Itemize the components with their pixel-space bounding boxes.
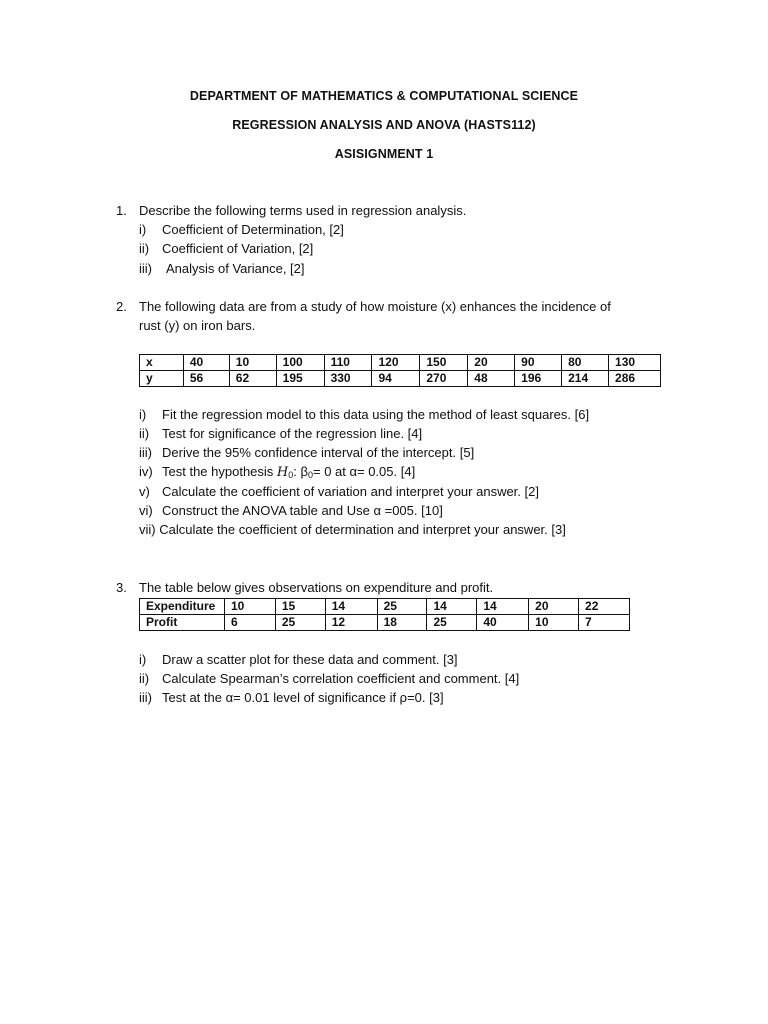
table-row (140, 599, 630, 615)
table-cell: 120 (372, 355, 420, 371)
q3-item-text: Draw a scatter plot for these data and comment. [3] (162, 652, 458, 667)
table-cell: 25 (275, 615, 325, 631)
table-cell: 6 (224, 615, 275, 631)
table-cell: 100 (276, 355, 324, 371)
table-cell: 56 (183, 371, 229, 387)
q2-item-text: Calculate the coefficient of determination and interpret your answer. [3] (159, 522, 566, 537)
q2-item-roman: v) (139, 484, 150, 499)
table-cell: 12 (325, 615, 377, 631)
table-cell: 18 (377, 615, 427, 631)
q2-item (139, 426, 422, 441)
q2-item (139, 445, 474, 460)
table-cell: Expenditure (140, 599, 225, 615)
table-row (140, 615, 630, 631)
hypothesis-subscript: 0 (288, 470, 294, 480)
q3-number: 3. (116, 580, 127, 595)
q2-item-roman: ii) (139, 426, 150, 441)
q3-item (139, 690, 444, 705)
q2-item (139, 407, 589, 422)
table-cell: 15 (275, 599, 325, 615)
table-cell: 195 (276, 371, 324, 387)
table-cell: 40 (183, 355, 229, 371)
q1-item-roman: i) (139, 222, 147, 237)
moisture-rust-table (139, 354, 661, 387)
beta-subscript: 0 (307, 470, 313, 480)
table-cell: 130 (609, 355, 661, 371)
q2-item-roman: vii) (139, 522, 156, 537)
q2-item (139, 522, 566, 537)
q2-item (139, 484, 539, 499)
q1-item-roman: ii) (139, 241, 150, 256)
table-cell: 22 (579, 599, 630, 615)
table-cell: 14 (325, 599, 377, 615)
table-cell: 330 (324, 371, 372, 387)
q2-item (139, 503, 443, 518)
q1-item-text: Analysis of Variance, [2] (166, 261, 305, 276)
q3-item-roman: iii) (139, 690, 152, 705)
q1-item (139, 261, 305, 276)
q1-item-text: Coefficient of Determination, [2] (162, 222, 344, 237)
table-cell: 10 (229, 355, 276, 371)
q2-item-text: Fit the regression model to this data using the method of least squares. [6] (162, 407, 590, 422)
table-cell: 20 (468, 355, 515, 371)
q2-item-roman: iii) (139, 445, 152, 460)
q1-item-text: Coefficient of Variation, [2] (162, 241, 314, 256)
q2-item-text: Calculate the coefficient of variation and interpret your answer. [2] (162, 484, 539, 499)
q3-item-roman: i) (139, 652, 147, 667)
q3-item-text: Test at the α= 0.01 level of significance if ρ=0. [3] (162, 690, 444, 705)
table-cell: 10 (529, 615, 579, 631)
table-cell: 25 (427, 615, 477, 631)
table-cell: 25 (377, 599, 427, 615)
course-heading: REGRESSION ANALYSIS AND ANOVA (HASTS112) (232, 118, 536, 132)
table-cell: 14 (427, 599, 477, 615)
table-cell: 94 (372, 371, 420, 387)
hypothesis-pre: Test the hypothesis (162, 464, 277, 479)
q3-item (139, 671, 519, 686)
hypothesis-symbol: H (276, 465, 289, 480)
table-cell: 150 (420, 355, 468, 371)
q2-item (139, 464, 415, 480)
q1-item (139, 222, 344, 237)
q2-text-line1: The following data are from a study of how moisture (x) enhances the incidence of (139, 299, 611, 314)
q3-item (139, 652, 458, 667)
table-cell: 7 (579, 615, 630, 631)
table-cell: 110 (324, 355, 372, 371)
q2-text-line2: rust (y) on iron bars. (139, 318, 256, 333)
department-heading: DEPARTMENT OF MATHEMATICS & COMPUTATIONAL SCIENCE (189, 89, 579, 103)
table-cell: 270 (420, 371, 468, 387)
table-cell: 40 (477, 615, 529, 631)
table-cell: 90 (515, 355, 562, 371)
table-row (140, 355, 661, 371)
table-cell: Profit (140, 615, 225, 631)
q2-number: 2. (116, 299, 127, 314)
q1-text: Describe the following terms used in regression analysis. (139, 203, 467, 218)
q3-item-roman: ii) (139, 671, 150, 686)
table-cell: 14 (477, 599, 529, 615)
q3-text: The table below gives observations on expenditure and profit. (139, 580, 494, 595)
table-cell: 286 (609, 371, 661, 387)
table-cell: 10 (224, 599, 275, 615)
q2-item-text: Test for significance of the regression line. [4] (162, 426, 423, 441)
table-row (140, 371, 661, 387)
table-cell: 62 (229, 371, 276, 387)
hypothesis-tail: = 0 at α= 0.05. [4] (312, 464, 416, 479)
q2-item-roman: i) (139, 407, 147, 422)
q1-item (139, 241, 313, 256)
table-cell: 48 (468, 371, 515, 387)
table-cell: x (140, 355, 184, 371)
q1-item-roman: iii) (139, 261, 152, 276)
q2-item-text: Derive the 95% confidence interval of the intercept. [5] (162, 445, 475, 460)
table-cell: 196 (515, 371, 562, 387)
q2-item-text: Construct the ANOVA table and Use α =005. [10] (162, 503, 443, 518)
hypothesis-beta: : β (293, 464, 308, 479)
table-cell: 80 (562, 355, 609, 371)
q2-item-roman: iv) (139, 464, 153, 479)
table-cell: 214 (562, 371, 609, 387)
assignment-title: ASISIGNMENT 1 (334, 147, 434, 161)
q2-item-roman: vi) (139, 503, 153, 518)
table-cell: 20 (529, 599, 579, 615)
expenditure-profit-table (139, 598, 630, 631)
table-cell: y (140, 371, 184, 387)
q1-number: 1. (116, 203, 127, 218)
q3-item-text: Calculate Spearman’s correlation coefficient and comment. [4] (162, 671, 520, 686)
